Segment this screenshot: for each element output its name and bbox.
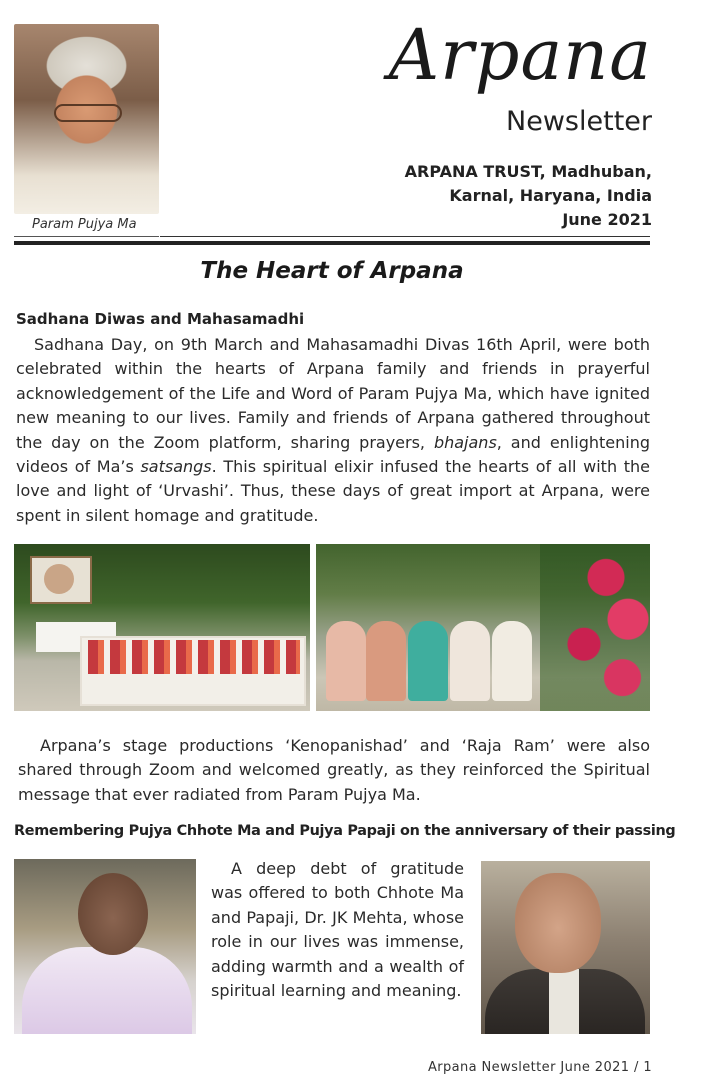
issue-date: June 2021 xyxy=(562,210,652,229)
flower-arrangement xyxy=(88,640,300,674)
face-detail xyxy=(515,873,601,973)
photo-papaji xyxy=(481,861,650,1034)
portrait-caption: Param Pujya Ma xyxy=(32,217,137,232)
paragraph-text: Arpana’s stage productions ‘Kenopanishad’ and ‘Raja Ram’ were also shared through Zoom and welcomed greatly, as they reinforced the Spiritual message that ever radiated from Param Pujya Ma. xyxy=(18,736,650,804)
bougainvillea-flowers xyxy=(540,544,650,711)
person-figure xyxy=(450,621,490,701)
section1-paragraph-2 xyxy=(18,734,650,807)
shirt-detail xyxy=(549,969,579,1034)
paragraph-text: , and enlightening videos of Ma’s xyxy=(16,432,650,477)
masthead-subtitle: Newsletter xyxy=(506,106,652,137)
header-thin-rule xyxy=(160,236,650,237)
section2-paragraph xyxy=(211,857,464,1003)
framed-portrait xyxy=(30,556,92,604)
masthead-title: Arpana xyxy=(388,14,652,96)
page-heading: The Heart of Arpana xyxy=(200,258,464,284)
caption-divider xyxy=(14,236,159,237)
paragraph-text: . This spiritual elixir infused the hearts of all with the love and light of ‘Urvashi’. Thus, these days of great import at Arpana, were spent in silent homage and gratitude. xyxy=(16,457,650,525)
page-footer: Arpana Newsletter June 2021 / 1 xyxy=(427,1060,652,1075)
photo-seated-gathering xyxy=(316,544,650,711)
paragraph-emphasis: bhajans xyxy=(433,432,497,452)
header-thick-rule xyxy=(14,241,650,245)
person-figure xyxy=(326,621,366,701)
portrait-param-pujya-ma xyxy=(14,24,159,214)
paragraph-text: Sadhana Day, on 9th March and Mahasamadhi Divas 16th April, were both celebrated within the hearts of Arpana family and friends in prayerful acknowledgement of the Life and Word of Param Pujya Ma, which have ignited new meaning to our lives. Family and friends of Arpana gathered throughout the day on the Zoom platform, sharing prayers, xyxy=(16,335,650,452)
person-figure xyxy=(492,621,532,701)
glasses-detail xyxy=(54,104,122,122)
sari-detail xyxy=(22,947,192,1034)
face-detail xyxy=(78,873,148,955)
section2-title: Remembering Pujya Chhote Ma and Pujya Papaji on the anniversary of their passing xyxy=(14,823,676,839)
person-figure xyxy=(366,621,406,701)
person-figure xyxy=(408,621,448,701)
paragraph-text: A deep debt of gratitude was offered to both Chhote Ma and Papaji, Dr. JK Mehta, whose role in our lives was immense, adding warmth and a wealth of spiritual learning and meaning. xyxy=(211,859,464,1001)
photo-samadhi-garden xyxy=(14,544,310,711)
photo-chhote-ma xyxy=(14,859,196,1034)
trust-line-2: Karnal, Haryana, India xyxy=(449,186,652,205)
trust-address xyxy=(405,160,652,232)
section1-title: Sadhana Diwas and Mahasamadhi xyxy=(16,310,305,328)
paragraph-emphasis: satsangs xyxy=(140,457,212,477)
trust-line-1: ARPANA TRUST, Madhuban, xyxy=(404,162,652,181)
section1-paragraph-1 xyxy=(16,333,650,528)
